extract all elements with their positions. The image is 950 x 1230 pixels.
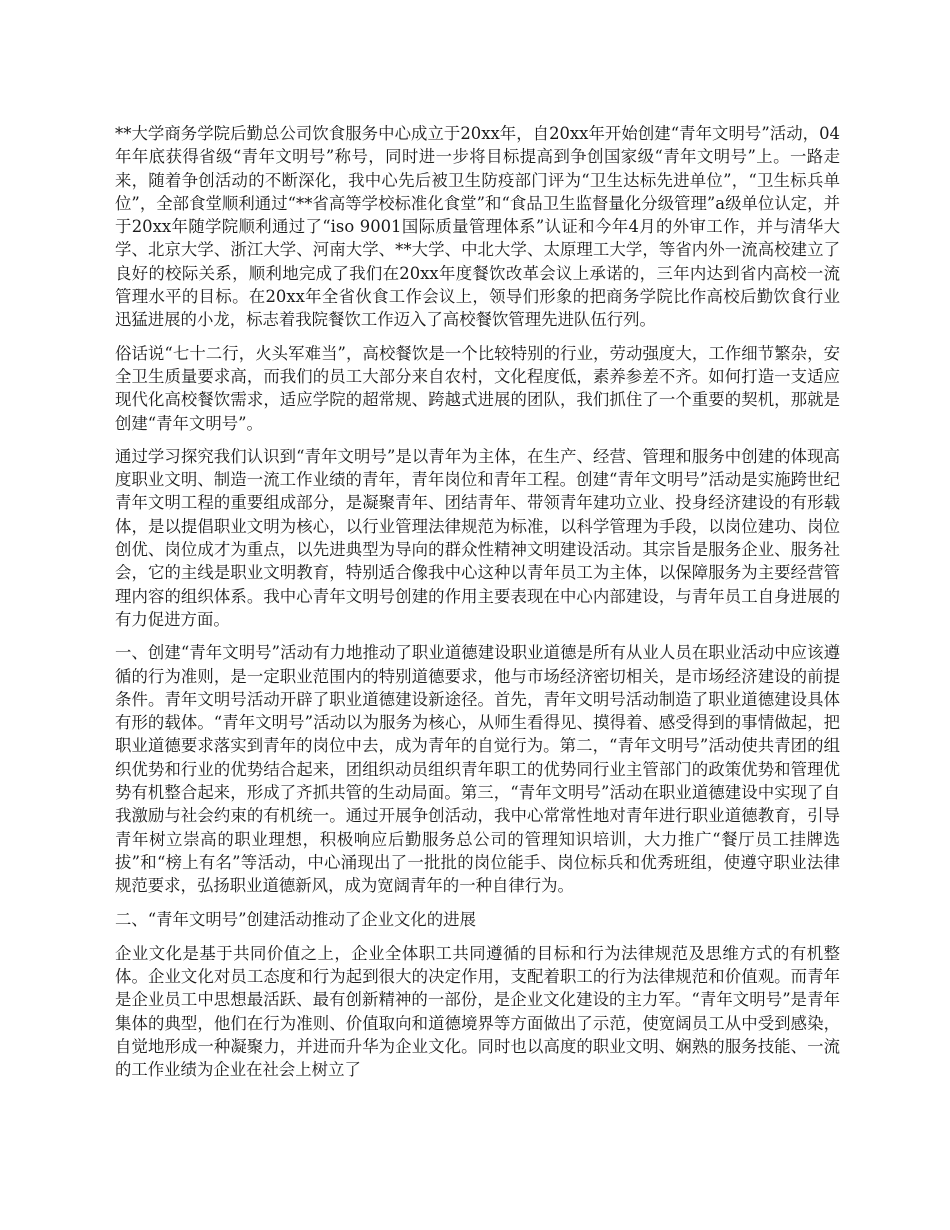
paragraph-section-one: 一、创建“青年文明号”活动有力地推动了职业道德建设职业道德是所有从业人员在职业活动中应该遵循的行为准则，是一定职业范围内的特别道德要求，他与市场经济密切相关，是市场经济建设的前提条件。青年文明号活动开辟了职业道德建设新途径。首先，青年文明号活动制造了职业道德建设具体有形的载体。“青年文明号”活动以为服务为核心，从师生看得见、摸得着、感受得到的事情做起，把职业道德要求落实到青年的岗位中去，成为青年的自觉行为。第二，“青年文明号”活动使共青团的组织优势和行业的优势结合起来，团组织动员组织青年职工的优势同行业主管部门的政策优势和管理优势有机整合起来，形成了齐抓共管的生动局面。第三，“青年文明号”活动在职业道德建设中实现了自我激励与社会约束的有机统一。通过开展争创活动，我中心常常性地对青年进行职业道德教育，引导青年树立崇高的职业理想，积极响应后勤服务总公司的管理知识培训，大力推广“餐厅员工挂牌选拔”和“榜上有名”等活动，中心涌现出了一批批的岗位能手、岗位标兵和优秀班组，使遵守职业法律规范要求，弘扬职业道德新风，成为宽阔青年的一种自律行为。 — [115, 643, 840, 896]
section-two-heading: 二、“青年文明号”创建活动推动了企业文化的进展 — [115, 909, 476, 929]
paragraph-understanding: 通过学习探究我们认识到“青年文明号”是以青年为主体，在生产、经营、管理和服务中创建的体现高度职业文明、制造一流工作业绩的青年，青年岗位和青年工程。创建“青年文明号”活动是实施跨世纪青年文明工程的重要组成部分，是凝聚青年、团结青年、带领青年建功立业、投身经济建设的有形载体，是以提倡职业文明为核心，以行业管理法律规范为标准，以科学管理为手段，以岗位建功、岗位创优、岗位成才为重点，以先进典型为导向的群众性精神文明建设活动。其宗旨是服务企业、服务社会，它的主线是职业文明教育，特别适合像我中心这种以青年员工为主体，以保障服务为主要经营管理内容的组织体系。我中心青年文明号创建的作用主要表现在中心内部建设，与青年员工自身进展的有力促进方面。 — [115, 446, 840, 629]
paragraph-intro: **大学商务学院后勤总公司饮食服务中心成立于20xx年，自20xx年开始创建“青年文明号”活动，04年年底获得省级“青年文明号”称号，同时进一步将目标提高到争创国家级“青年文明号”上。一路走来，随着争创活动的不断深化，我中心先后被卫生防疫部门评为“卫生达标先进单位”，“卫生标兵单位”，全部食堂顺利通过“**省高等学校标准化食堂”和“食品卫生监督量化分级管理”a级单位认定，并于20xx年随学院顺利通过了“iso 9001国际质量管理体系”认证和今年4月的外审工作，并与清华大学、北京大学、浙江大学、河南大学、**大学、中北大学、太原理工大学，等省内外一流高校建立了良好的校际关系，顺利地完成了我们在20xx年度餐饮改革会议上承诺的，三年内达到省内高校一流管理水平的目标。在20xx年全省伙食工作会议上，领导们形象的把商务学院比作高校后勤饮食行业迅猛进展的小龙，标志着我院餐饮工作迈入了高校餐饮管理先进队伍行列。 — [115, 124, 840, 330]
paragraph-enterprise-culture: 企业文化是基于共同价值之上，企业全体职工共同遵循的目标和行为法律规范及思维方式的有机整体。企业文化对员工态度和行为起到很大的决定作用，支配着职工的行为法律规范和价值观。而青年是企业员工中思想最活跃、最有创新精神的一部份，是企业文化建设的主力军。“青年文明号”是青年集体的典型，他们在行为准则、价值取向和道德境界等方面做出了示范，使宽阔员工从中受到感染，自觉地形成一种凝聚力，并进而升华为企业文化。同时也以高度的职业文明、娴熟的服务技能、一流的工作业绩为企业在社会上树立了 — [115, 943, 840, 1080]
paragraph-saying: 俗话说“七十二行，火头军难当”，高校餐饮是一个比较特别的行业，劳动强度大，工作细节繁杂，安全卫生质量要求高，而我们的员工大部分来自农村，文化程度低，素养参差不齐。如何打造一支适应现代化高校餐饮需求，适应学院的超常规、跨越式进展的团队，我们抓住了一个重要的契机，那就是创建“青年文明号”。 — [115, 343, 840, 433]
document-page — [115, 122, 840, 1092]
